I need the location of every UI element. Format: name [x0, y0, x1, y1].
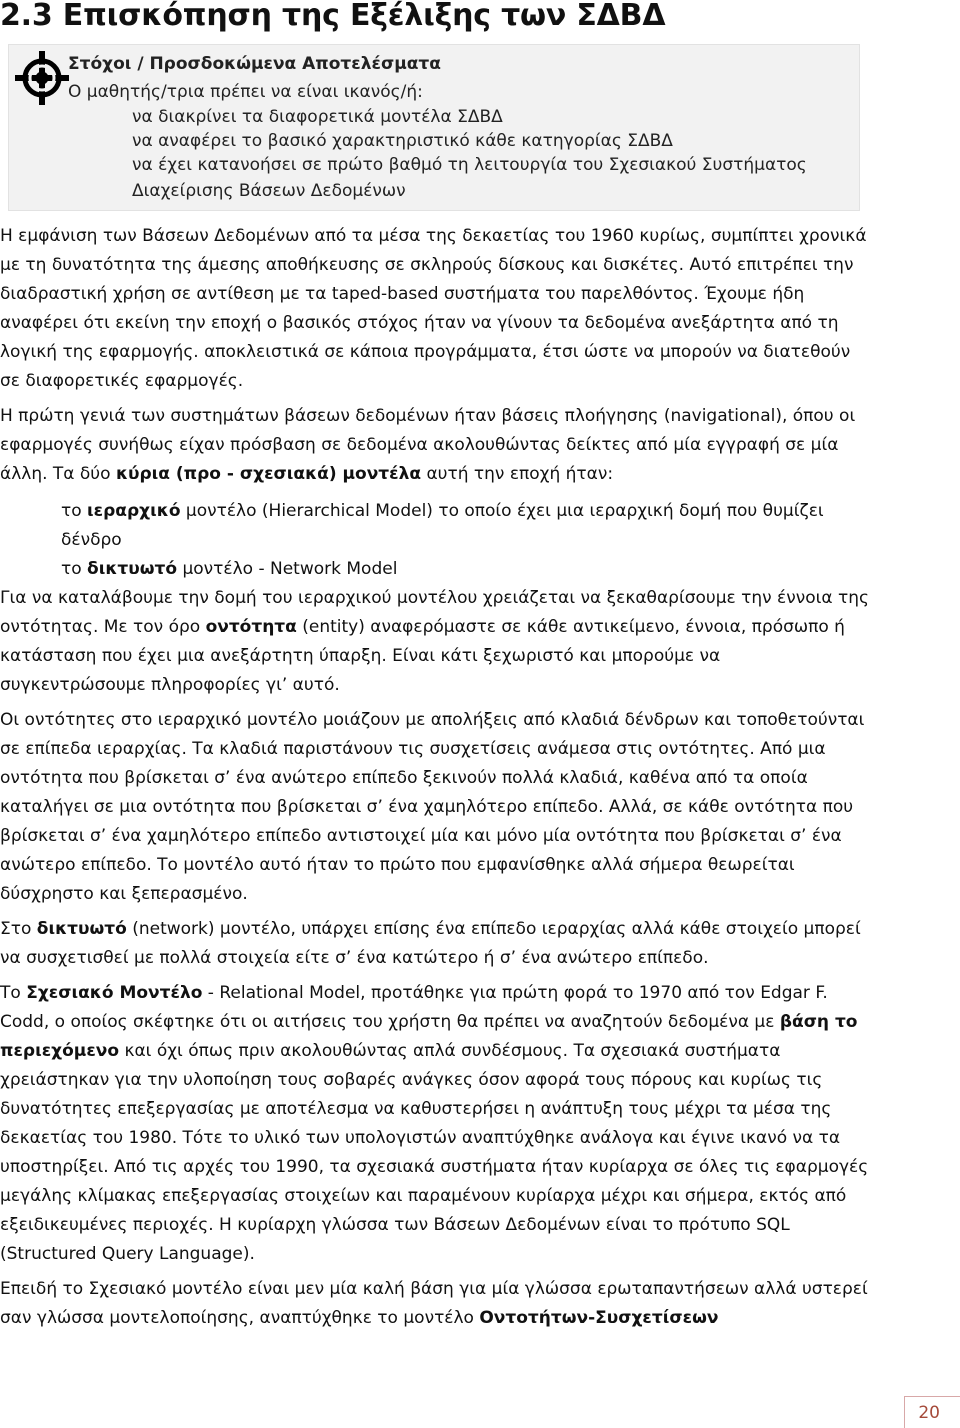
objective-item: να έχει κατανοήσει σε πρώτο βαθμό τη λειτουργία του Σχεσιακού Συστήματος Διαχείρισης Βάσεων Δεδομένων — [132, 155, 807, 201]
paragraph-entity: Για να καταλάβουμε την δομή του ιεραρχικού μοντέλου χρειάζεται να ξεκαθαρίσουμε την έννοια της οντότητας. Με τον όρο οντότητα (entity) αναφερόμαστε σε κάθε αντικείμενο, έννοια, πρόσωπο ή κατάσταση που έχει μια ανεξάρτητη ύπαρξη. Είναι κάτι ξεχωριστό και μπορούμε να συγκεντρώσουμε πληροφορίες γι’ αυτό. — [0, 588, 869, 695]
page-number: 20 — [918, 1403, 940, 1423]
paragraph-hierarchical-model: Οι οντότητες στο ιεραρχικό μοντέλο μοιάζουν με απολήξεις από κλαδιά δένδρων και τοποθετούνται σε επίπεδα ιεραρχίας. Τα κλαδιά παριστάνουν τις συσχετίσεις ανάμεσα στις οντότητες. Από μια οντότητα που βρίσκεται σ’ ένα ανώτερο επίπεδο ξεκινούν πολλά κλαδιά, καθένα από τα οποία καταλήγει σε μια οντότητα που βρίσκεται σ’ ένα χαμηλότερο επίπεδο. Αλλά, σε κάθε οντότητα που βρίσκεται σ’ ένα χαμηλότερο επίπεδο αντιστοιχεί μία και μόνο μία οντότητα που βρίσκεται σ’ ένα ανώτερο επίπεδο. Το μοντέλο αυτό ήταν το πρώτο που εμφανίσθηκε αλλά σήμερα θεωρείται δύσχρηστο και ξεπερασμένο. — [0, 710, 865, 904]
bold-main-models: κύρια (προ - σχεσιακά) μοντέλα — [115, 464, 422, 484]
page-number-box — [904, 1396, 960, 1428]
bold-entity: οντότητα — [205, 617, 297, 637]
paragraph-er-model: Επειδή το Σχεσιακό μοντέλο είναι μεν μία καλή βάση για μία γλώσσα ερωταπαντήσεων αλλά υστερεί σαν γλώσσα μοντελοποίησης, αναπτύχθηκε το μοντέλο Οντοτήτων-Συσχετίσεων — [0, 1279, 868, 1328]
crosshair-target-icon — [13, 49, 71, 107]
paragraph-network-model: Στο δικτυωτό (network) μοντέλο, υπάρχει επίσης ένα επίπεδο ιεραρχίας αλλά κάθε στοιχείο μπορεί να συσχετισθεί με πολλά στοιχεία είτε σ’ ένα κατώτερο ή σ’ ένα ανώτερο επίπεδο. — [0, 919, 861, 968]
paragraph-relational-model: Το Σχεσιακό Μοντέλο - Relational Model, προτάθηκε για πρώτη φορά το 1970 από τον Edgar F. Codd, ο οποίος σκέφτηκε ότι οι αιτήσεις του χρήστη θα πρέπει να αναζητούν δεδομένα με βάση το περιεχόμενο και όχι όπως πριν ακολουθώντας απλά συνδέσμους. Τα σχεσιακά συστήματα χρειάστηκαν για την υλοποίηση τους σοβαρές ανάγκες όσον αφορά τους πόρους και κυρίως τις δυνατότητες επεξεργασίας με αποτέλεσμα να καθυστερήσει η ανάπτυξη τους μέχρι τα μέσα της δεκαετίας του 1980. Τότε το υλικό των υπολογιστών αναπτύχθηκε ανάλογα και έγινε ικανό να τα υποστηρίξει. Από τις αρχές του 1990, τα σχεσιακά συστήματα ήταν κυρίαρχα σε όλες τις εφαρμογές μεγάλης κλίμακας επεξεργασίας στοιχείων και παραμένουν κυρίαρχα μέχρι και σήμερα, εκτός από εξειδικευμένες περιοχές. Η κυρίαρχη γλώσσα των Βάσεων Δεδομένων είναι το πρότυπο SQL (Structured Query Language). — [0, 983, 869, 1264]
page-title: 2.3 Επισκόπηση της Εξέλιξης των ΣΔΒΔ — [0, 0, 666, 33]
objectives-box — [8, 44, 860, 211]
objectives-list — [132, 107, 852, 208]
models-list — [0, 497, 870, 584]
objective-item: να αναφέρει το βασικό χαρακτηριστικό κάθε κατηγορίας ΣΔΒΔ — [132, 131, 673, 151]
paragraph-db-emergence: Η εμφάνιση των Βάσεων Δεδομένων από τα μέσα της δεκαετίας του 1960 κυρίως, συμπίπτει χρονικά με τη δυνατότητα της άμεσης αποθήκευσης σε σκληρούς δίσκους και δισκέτες. Αυτό επιτρέπει την διαδραστική χρήση σε αντίθεση με τα taped-based συστήματα του παρελθόντος. Έχουμε ήδη αναφέρει ότι εκείνη την εποχή ο βασικός στόχος ήταν να γίνουν τα δεδομένα ανεξάρτητα από τη λογική της εφαρμογής. αποκλειστικά σε κάποια προγράμματα, έτσι ώστε να μπορούν να διατεθούν σε διαφορετικές εφαρμογές. — [0, 226, 867, 391]
objectives-intro: Ο μαθητής/τρια πρέπει να είναι ικανός/ή: — [68, 82, 423, 102]
model-item-network: το δικτυωτό μοντέλο - Network Model — [61, 559, 398, 579]
objectives-heading: Στόχοι / Προσδοκώμενα Αποτελέσματα — [68, 54, 441, 74]
paragraph-first-generation: Η πρώτη γενιά των συστημάτων βάσεων δεδομένων ήταν βάσεις πλοήγησης (navigational), όπου οι εφαρμογές συνήθως είχαν πρόσβαση σε δεδομένα ακολουθώντας δείκτες από μία εγγραφή σε μία άλλη. Τα δύο κύρια (προ - σχεσιακά) μοντέλα αυτή την εποχή ήταν: — [0, 406, 856, 484]
model-item-hierarchical: το ιεραρχικό μοντέλο (Hierarchical Model) το οποίο έχει μια ιεραρχική δομή που θυμίζει δένδρο — [61, 501, 824, 550]
objective-item: να διακρίνει τα διαφορετικά μοντέλα ΣΔΒΔ — [132, 107, 503, 127]
body-text — [0, 222, 870, 1339]
